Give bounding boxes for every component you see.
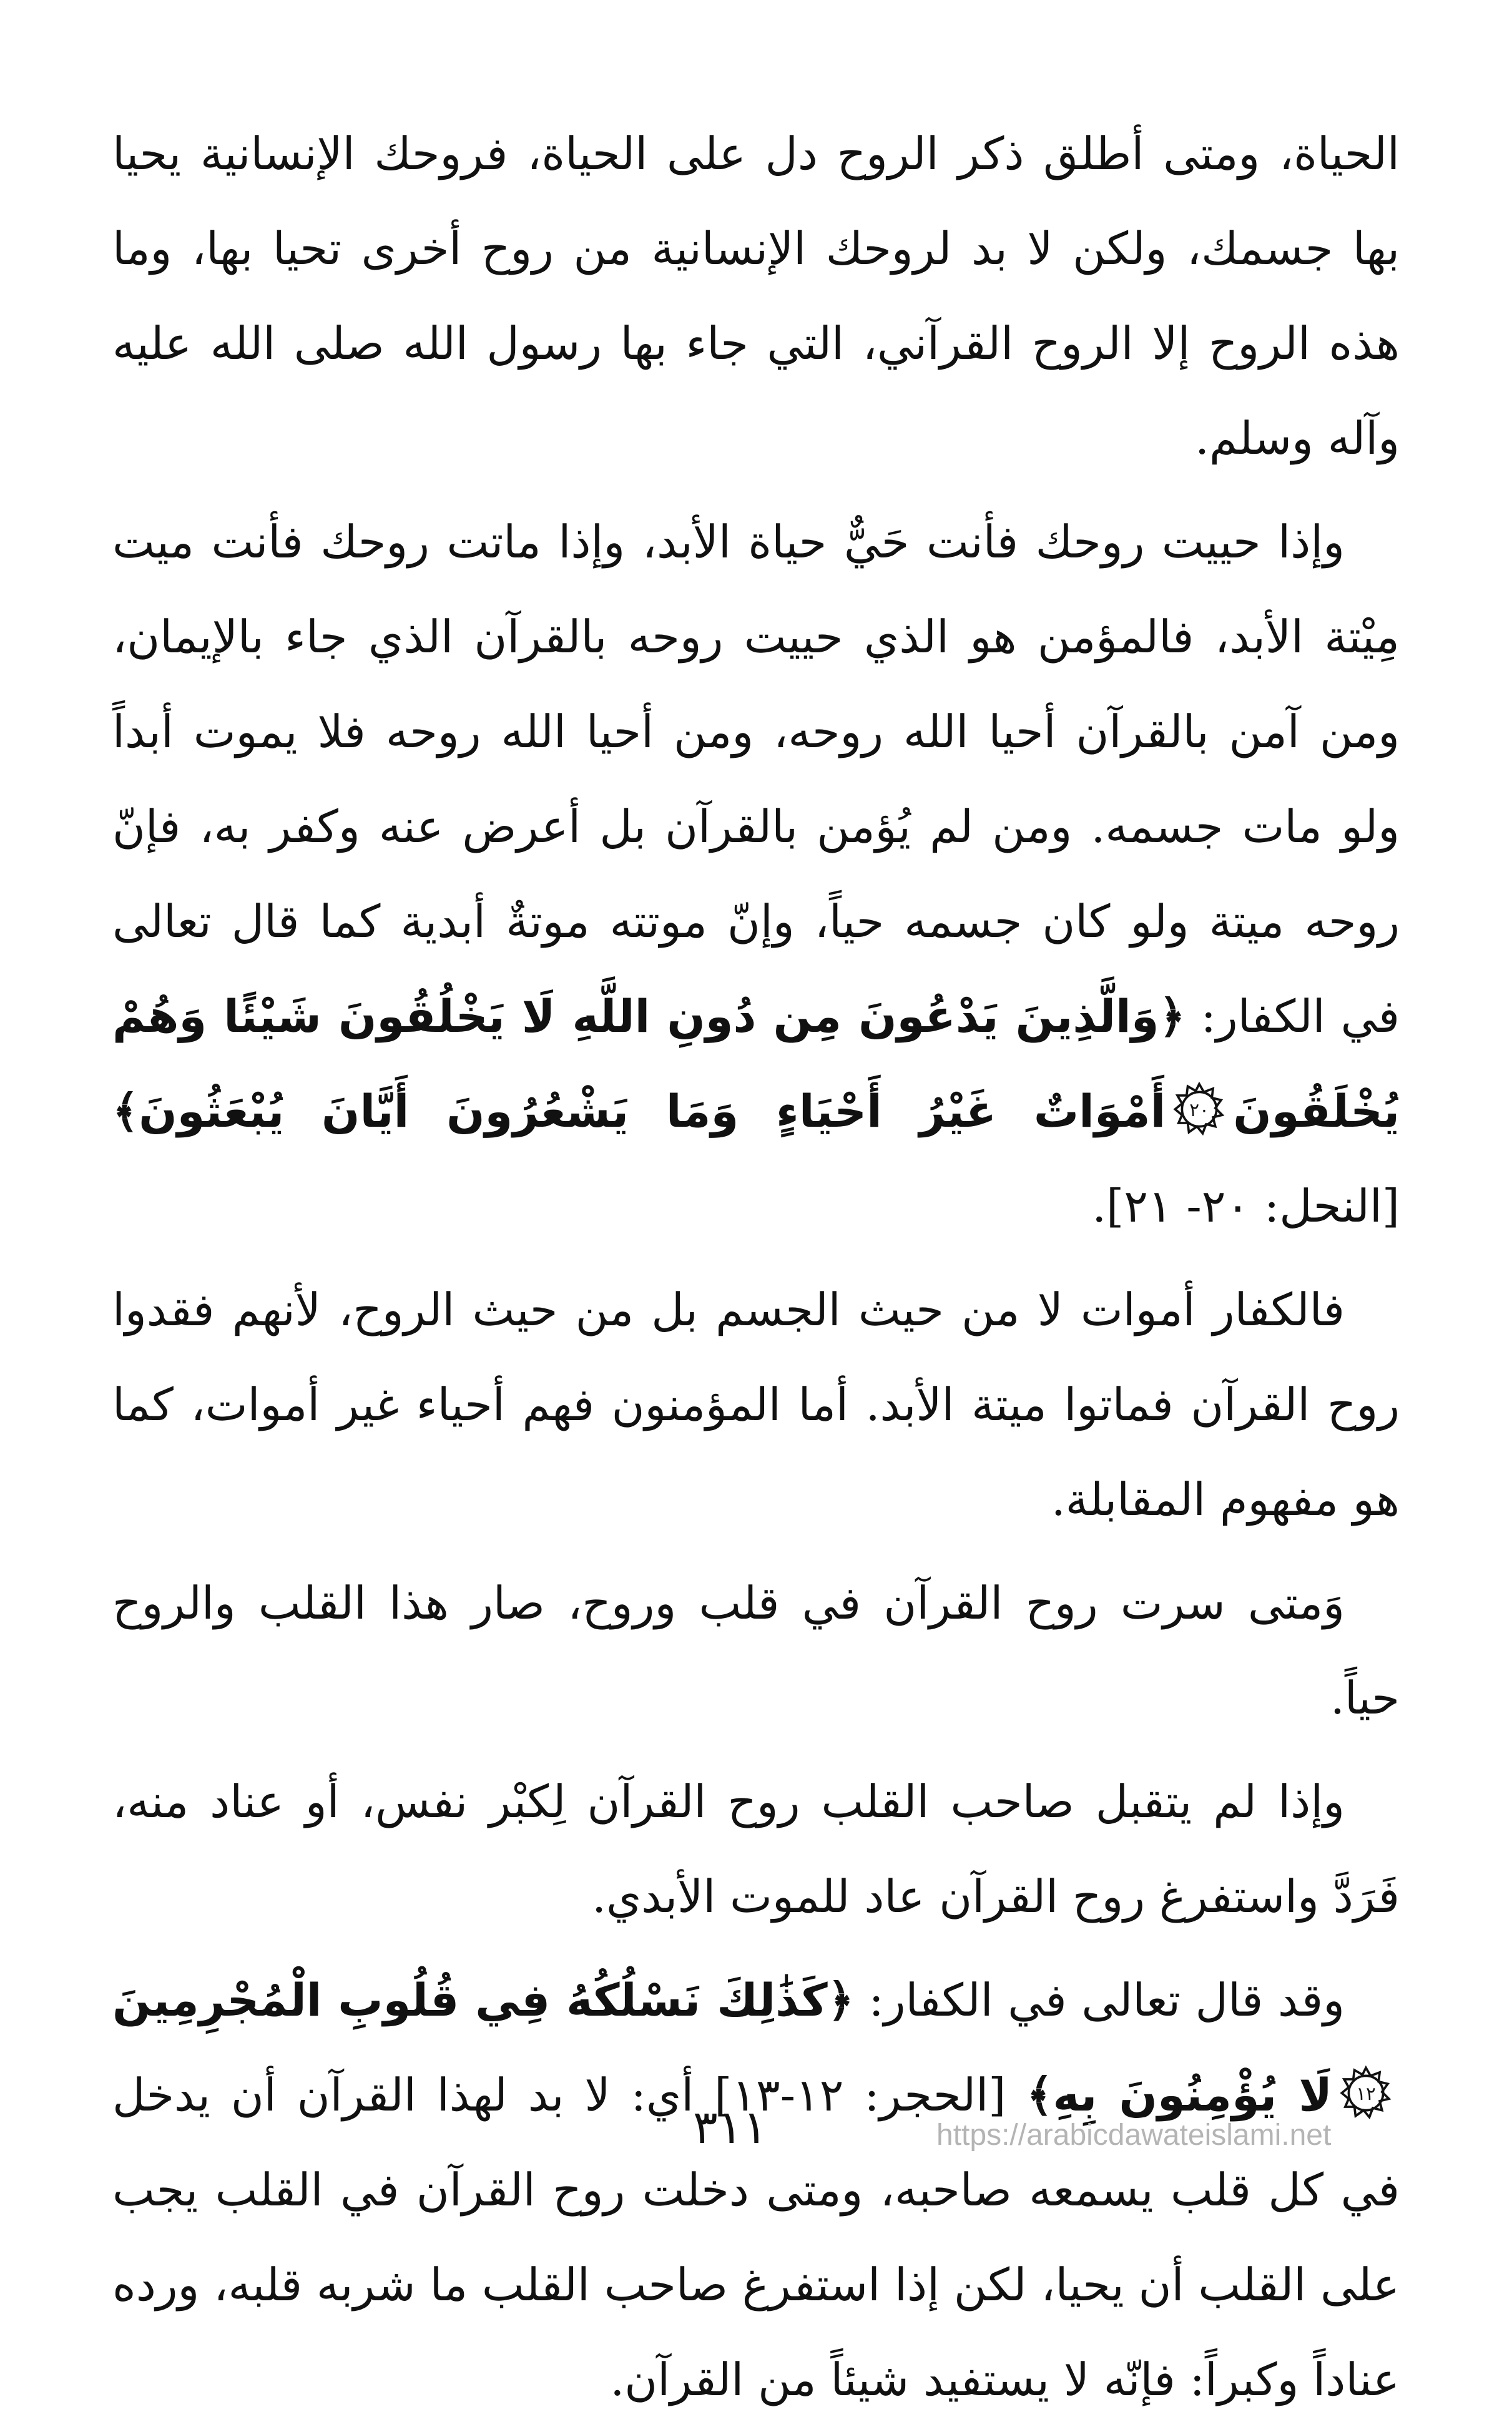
page-footer (0, 2101, 1512, 2175)
quran-verse-al-hijr-13: لَا يُؤْمِنُونَ بِهِ﴾ (1026, 2069, 1332, 2121)
page-number: ٣١١ (693, 2101, 768, 2154)
ayah-number: ٢٠ (1189, 1099, 1210, 1121)
ayah-end-ornament-icon (1171, 1081, 1228, 1138)
paragraph-1: الحياة، ومتى أطلق ذكر الروح دل على الحياة، فروحك الإنسانية يحيا بها جسمك، ولكن لا بد لروحك الإنسانية من روح أخرى تحيا بها، وما هذه الروح إلا الروح القرآني، التي جاء بها رسول الله صلى الله عليه وآله وسلم. (112, 127, 1400, 464)
paragraph-2 (112, 494, 1400, 1253)
citation-al-hijr-and-text: [الحجر: ١٢-١٣] أي: لا بد لهذا القرآن أن يدخل في كل قلب يسمعه صاحبه، ومتى دخلت روح القرآن في القلب يجب على القلب أن يحيا، لكن إذا استفرغ صاحب القلب ما شربه قلبه، ورده عناداً وكبراً: فإنّه لا يستفيد شيئاً من القرآن. (112, 2069, 1400, 2406)
paragraph-4: وَمتى سرت روح القرآن في قلب وروح، صار هذا القلب والروح حياً. (112, 1577, 1400, 1724)
paragraph-6-text: وقد قال تعالى في الكفار: (853, 1974, 1345, 2026)
quran-verse-al-hijr-12: ﴿كَذَٰلِكَ نَسْلُكُهُ فِي قُلُوبِ الْمُجْرِمِينَ (112, 1974, 854, 2026)
paragraph-3: فالكفار أموات لا من حيث الجسم بل من حيث الروح، لأنهم فقدوا روح القرآن فماتوا ميتة الأبد. أما المؤمنون فهم أحياء غير أموات، كما هو مفهوم المقابلة. (112, 1283, 1400, 1526)
paragraph-6 (112, 1953, 1400, 2427)
paragraph-5: وإذا لم يتقبل صاحب القلب روح القرآن لِكبْر نفس، أو عناد منه، فَرَدَّ واستفرغ روح القرآن عاد للموت الأبدي. (112, 1775, 1400, 1923)
watermark-url: https://arabicdawateislami.net (936, 2119, 1332, 2152)
paragraph-2-text: وإذا حييت روحك فأنت حَيٌّ حياة الأبد، وإذا ماتت روحك فأنت ميت مِيْتة الأبد، فالمؤمن هو الذي حييت روحه بالقرآن الذي جاء بالإيمان، ومن آمن بالقرآن أحيا الله روحه، ومن أحيا الله روحه فلا يموت أبداً ولو مات جسمه. ومن لم يُؤمن بالقرآن بل أعرض عنه وكفر به، فإنّ روحه ميتة ولو كان جسمه حياً، وإنّ موتته موتةٌ أبدية كما قال تعالى في الكفار: (112, 516, 1400, 1042)
citation-an-nahl: [النحل: ٢٠- ٢١]. (1092, 1180, 1400, 1232)
quran-verse-an-nahl-21: أَمْوَاتٌ غَيْرُ أَحْيَاءٍ وَمَا يَشْعُرُونَ أَيَّانَ يُبْعَثُونَ﴾ (112, 1085, 1166, 1137)
ayah-number: ١٢ (1356, 2083, 1376, 2105)
quran-verse-an-nahl-20: ﴿وَالَّذِينَ يَدْعُونَ مِن دُونِ اللَّهِ لَا يَخْلُقُونَ شَيْئًا وَهُمْ يُخْلَقُونَ (112, 990, 1400, 1137)
